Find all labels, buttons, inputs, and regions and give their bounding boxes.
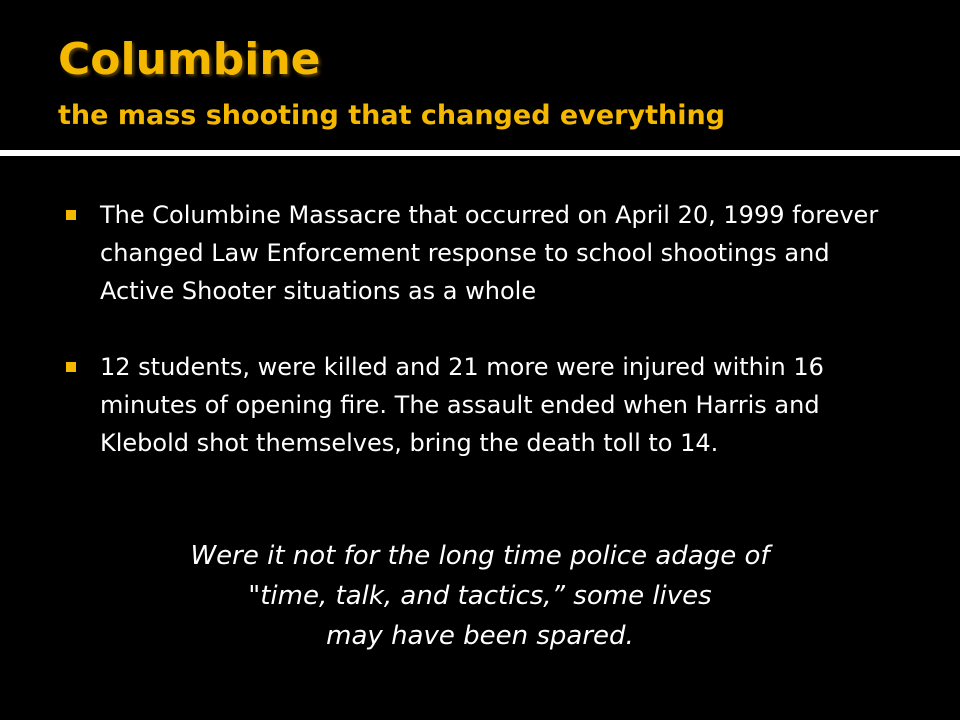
square-bullet-icon xyxy=(66,210,76,220)
bullet-text: 12 students, were killed and 21 more were injured within 16 minutes of opening fire. The assault ended when Harris and Klebold shot themselves, bring the death toll to 14. xyxy=(100,353,824,457)
slide-title: Columbine xyxy=(58,34,321,85)
bullet-list xyxy=(66,196,906,500)
square-bullet-icon xyxy=(66,362,76,372)
closing-quote xyxy=(80,536,880,656)
bullet-text: The Columbine Massacre that occurred on April 20, 1999 forever changed Law Enforcement response to school shootings and Active Shooter situations as a whole xyxy=(100,201,879,305)
title-divider xyxy=(0,150,960,156)
bullet-item xyxy=(66,348,906,462)
quote-line: may have been spared. xyxy=(326,621,634,651)
quote-line: Were it not for the long time police adage of xyxy=(190,541,770,571)
bullet-item xyxy=(66,196,906,310)
quote-line: "time, talk, and tactics,” some lives xyxy=(248,581,712,611)
slide-subtitle: the mass shooting that changed everything xyxy=(58,100,725,131)
